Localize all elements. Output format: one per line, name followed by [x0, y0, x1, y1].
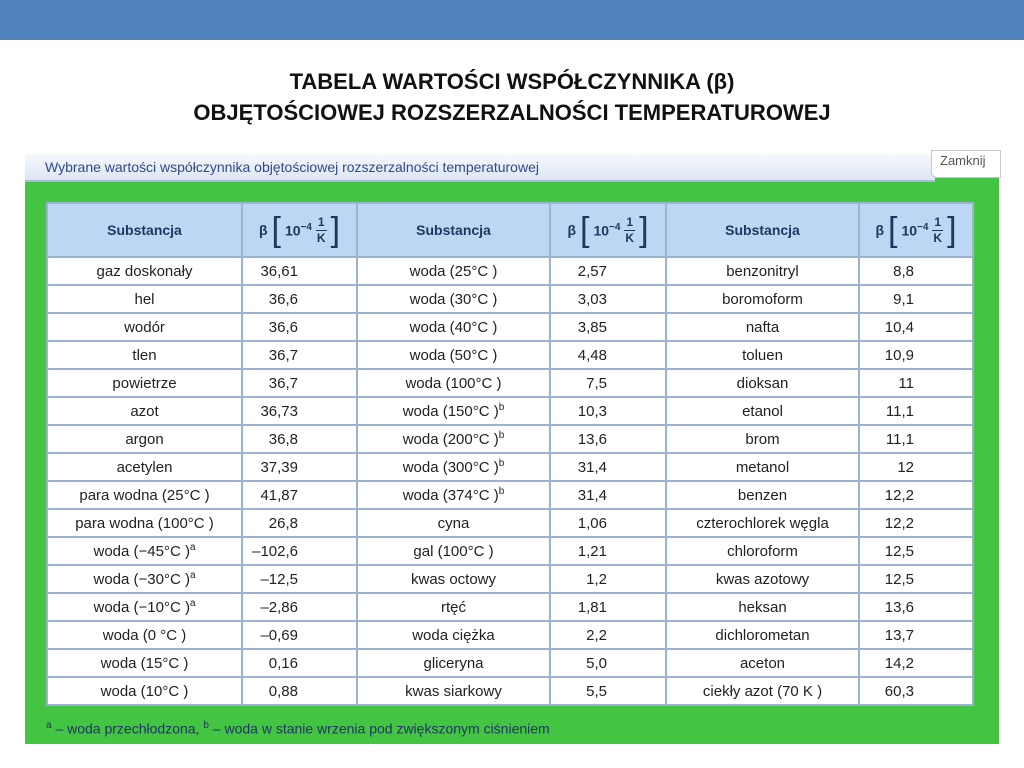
beta-value-cell: 4,48: [550, 341, 666, 369]
substance-cell: woda (15°C ): [47, 649, 242, 677]
bracket-left: [: [579, 211, 590, 249]
beta-fraction: $\frac{1}{K}$: [933, 214, 943, 245]
beta-value-cell: 11,1: [859, 425, 973, 453]
table-row: [47, 397, 973, 425]
table-row: [47, 257, 973, 285]
table-row: [47, 313, 973, 341]
footnote-b-mark: b: [203, 720, 209, 731]
footnote-b-text: – woda w stanie wrzenia pod zwiększonym ciśnieniem: [208, 720, 550, 737]
substance-cell: gaz doskonały: [47, 257, 242, 285]
beta-value-cell: 10,4: [859, 313, 973, 341]
beta-value-cell: 12,2: [859, 509, 973, 537]
table-row: [47, 509, 973, 537]
beta-value-cell: 14,2: [859, 649, 973, 677]
table-row: [47, 425, 973, 453]
beta-value-cell: 11: [859, 369, 973, 397]
substance-cell: etanol: [666, 397, 859, 425]
beta-value-cell: 36,7: [242, 341, 357, 369]
beta-fraction: $\frac{1}{K}$: [316, 214, 326, 245]
table-row: [47, 593, 973, 621]
beta-value-cell: 37,39: [242, 453, 357, 481]
table-row: [47, 369, 973, 397]
substance-cell: woda (50°C ): [357, 341, 550, 369]
beta-value-cell: 36,73: [242, 397, 357, 425]
beta-value-cell: 7,5: [550, 369, 666, 397]
substance-cell: ciekły azot (70 K ): [666, 677, 859, 705]
substance-cell: woda (0 °C ): [47, 621, 242, 649]
table-row: [47, 453, 973, 481]
substance-cell: woda (25°C ): [357, 257, 550, 285]
beta-value-cell: 3,85: [550, 313, 666, 341]
beta-value-cell: 12,2: [859, 481, 973, 509]
column-header-substance: Substancja: [357, 203, 550, 257]
beta-value-cell: 60,3: [859, 677, 973, 705]
footnote-a-mark: a: [46, 720, 52, 731]
close-button-label: Zamknij: [940, 153, 986, 168]
substance-cell: argon: [47, 425, 242, 453]
title-line-2: OBJĘTOŚCIOWEJ ROZSZERZALNOŚCI TEMPERATUROWEJ: [193, 100, 831, 125]
beta-value-cell: –102,6: [242, 537, 357, 565]
beta-value-cell: 31,4: [550, 481, 666, 509]
substance-cell: tlen: [47, 341, 242, 369]
beta-value-cell: 10,9: [859, 341, 973, 369]
substance-cell: heksan: [666, 593, 859, 621]
beta-value-cell: 13,6: [859, 593, 973, 621]
substance-cell: para wodna (25°C ): [47, 481, 242, 509]
close-button[interactable]: [931, 150, 1001, 178]
beta-value-cell: 10,3: [550, 397, 666, 425]
beta-value-cell: 26,8: [242, 509, 357, 537]
substance-cell: wodór: [47, 313, 242, 341]
beta-value-cell: 0,88: [242, 677, 357, 705]
beta-value-cell: 1,81: [550, 593, 666, 621]
beta-symbol: β: [567, 222, 576, 238]
beta-value-cell: 5,5: [550, 677, 666, 705]
substance-cell: powietrze: [47, 369, 242, 397]
beta-value-cell: 36,61: [242, 257, 357, 285]
substance-cell: aceton: [666, 649, 859, 677]
beta-value-cell: 2,57: [550, 257, 666, 285]
substance-cell: rtęć: [357, 593, 550, 621]
substance-cell: woda (30°C ): [357, 285, 550, 313]
substance-cell: dioksan: [666, 369, 859, 397]
column-header-substance: Substancja: [666, 203, 859, 257]
table-row: [47, 565, 973, 593]
beta-value-cell: –12,5: [242, 565, 357, 593]
table-row: [47, 341, 973, 369]
substance-cell: brom: [666, 425, 859, 453]
beta-value-cell: 31,4: [550, 453, 666, 481]
beta-value-cell: 12,5: [859, 565, 973, 593]
substance-cell: azot: [47, 397, 242, 425]
substance-cell: gal (100°C ): [357, 537, 550, 565]
substance-cell: cyna: [357, 509, 550, 537]
beta-value-cell: 13,6: [550, 425, 666, 453]
top-banner: [0, 0, 1024, 40]
bracket-left: [: [887, 211, 898, 249]
substance-cell: woda ciężka: [357, 621, 550, 649]
substance-cell: gliceryna: [357, 649, 550, 677]
beta-value-cell: 1,06: [550, 509, 666, 537]
beta-value-cell: 3,03: [550, 285, 666, 313]
beta-unit: $10^{-4}$: [901, 221, 929, 239]
column-header-beta: [550, 203, 666, 257]
bracket-right: ]: [330, 211, 341, 249]
beta-unit: $10^{-4}$: [284, 221, 312, 239]
beta-value-cell: –0,69: [242, 621, 357, 649]
substance-cell: woda (−45°C )$^a$: [47, 537, 242, 565]
substance-cell: para wodna (100°C ): [47, 509, 242, 537]
bracket-left: [: [271, 211, 281, 249]
beta-value-cell: 0,16: [242, 649, 357, 677]
substance-cell: woda (300°C )$^b$: [357, 453, 550, 481]
beta-value-cell: –2,86: [242, 593, 357, 621]
bracket-right: ]: [639, 211, 649, 249]
table-header-row: [47, 203, 973, 257]
substance-cell: benzen: [666, 481, 859, 509]
table-row: [47, 649, 973, 677]
beta-fraction: $\frac{1}{K}$: [625, 214, 635, 245]
table-panel: [25, 154, 999, 744]
panel-header: [25, 154, 935, 182]
substance-cell: czterochlorek węgla: [666, 509, 859, 537]
substance-cell: nafta: [666, 313, 859, 341]
beta-value-cell: 36,6: [242, 313, 357, 341]
column-header-beta: [242, 203, 357, 257]
beta-value-cell: 1,2: [550, 565, 666, 593]
table-row: [47, 677, 973, 705]
beta-value-cell: 11,1: [859, 397, 973, 425]
panel-header-title: Wybrane wartości współczynnika objętościowej rozszerzalności temperaturowej: [45, 159, 539, 175]
beta-value-cell: 36,8: [242, 425, 357, 453]
substance-cell: woda (200°C )$^b$: [357, 425, 550, 453]
title-line-1: TABELA WARTOŚCI WSPÓŁCZYNNIKA (β): [289, 69, 735, 94]
beta-unit: $10^{-4}$: [593, 221, 621, 239]
table-row: [47, 537, 973, 565]
substance-cell: dichlorometan: [666, 621, 859, 649]
beta-value-cell: 1,21: [550, 537, 666, 565]
beta-value-cell: 5,0: [550, 649, 666, 677]
substance-cell: woda (−30°C )$^a$: [47, 565, 242, 593]
expansion-coefficient-table: [46, 202, 974, 706]
substance-cell: woda (40°C ): [357, 313, 550, 341]
beta-value-cell: 41,87: [242, 481, 357, 509]
beta-value-cell: 13,7: [859, 621, 973, 649]
substance-cell: acetylen: [47, 453, 242, 481]
table-row: [47, 481, 973, 509]
beta-value-cell: 36,7: [242, 369, 357, 397]
substance-cell: woda (374°C )$^b$: [357, 481, 550, 509]
substance-cell: toluen: [666, 341, 859, 369]
beta-symbol: β: [258, 222, 268, 238]
table-body: [47, 257, 973, 705]
beta-value-cell: 2,2: [550, 621, 666, 649]
column-header-substance: Substancja: [47, 203, 242, 257]
beta-value-cell: 36,6: [242, 285, 357, 313]
beta-symbol: β: [875, 222, 884, 238]
substance-cell: kwas azotowy: [666, 565, 859, 593]
substance-cell: benzonitryl: [666, 257, 859, 285]
substance-cell: kwas siarkowy: [357, 677, 550, 705]
substance-cell: hel: [47, 285, 242, 313]
substance-cell: woda (−10°C )$^a$: [47, 593, 242, 621]
substance-cell: metanol: [666, 453, 859, 481]
table-row: [47, 621, 973, 649]
bracket-right: ]: [947, 211, 957, 249]
substance-cell: woda (10°C ): [47, 677, 242, 705]
table-footnote: [46, 720, 550, 737]
footnote-a-text: – woda przechłodzona,: [51, 720, 204, 737]
page-title: [0, 66, 1024, 128]
table-row: [47, 285, 973, 313]
beta-value-cell: 12,5: [859, 537, 973, 565]
beta-value-cell: 9,1: [859, 285, 973, 313]
substance-cell: chloroform: [666, 537, 859, 565]
substance-cell: woda (100°C ): [357, 369, 550, 397]
substance-cell: woda (150°C )$^b$: [357, 397, 550, 425]
beta-value-cell: 8,8: [859, 257, 973, 285]
column-header-beta: [859, 203, 973, 257]
substance-cell: kwas octowy: [357, 565, 550, 593]
substance-cell: boromoform: [666, 285, 859, 313]
beta-value-cell: 12: [859, 453, 973, 481]
